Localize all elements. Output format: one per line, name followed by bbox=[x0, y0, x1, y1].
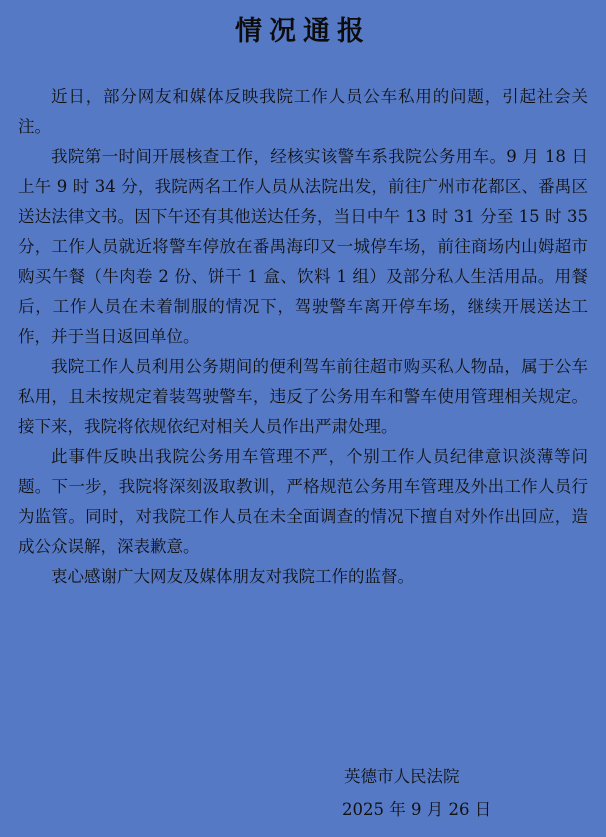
notice-body bbox=[18, 82, 588, 592]
notice-title: 情况通报 bbox=[235, 16, 371, 47]
signature-block bbox=[342, 760, 582, 826]
paragraph-violation: 我院工作人员利用公务期间的便利驾车前往超市购买私人物品，属于公车私用，且未按规定着装驾驶警车，违反了公务用车和警车使用管理相关规定。接下来，我院将依规依纪对相关人员作出严肃处理。 bbox=[18, 357, 588, 436]
signature-organization: 英德市人民法院 bbox=[344, 767, 460, 786]
paragraph-investigation: 我院第一时间开展核查工作，经核实该警车系我院公务用车。9 月 18 日上午 9 时 34 分，我院两名工作人员从法院出发，前往广州市花都区、番禺区送达法律文书。因下午还有其他送达任务，当日中午 13 时 31 分至 15 时 35 分，工作人员就近将警车停放在番禺海印又一城停车场，前往商场内山姆超市购买午餐（牛肉卷 2 份、饼干 1 盒、饮料 1 组）及部分私人生活用品。用餐后，工作人员在未着制服的情况下，驾驶警车离开停车场，继续开展送达工作，并于当日返回单位。 bbox=[18, 147, 588, 346]
paragraph-thanks: 衷心感谢广大网友及媒体朋友对我院工作的监督。 bbox=[51, 567, 414, 586]
signature-date: 2025 年 9 月 26 日 bbox=[342, 800, 492, 819]
paragraph-intro: 近日，部分网友和媒体反映我院工作人员公车私用的问题，引起社会关注。 bbox=[18, 87, 588, 136]
paragraph-reflection: 此事件反映出我院公务用车管理不严，个别工作人员纪律意识淡薄等问题。下一步，我院将深刻汲取教训，严格规范公务用车管理及外出工作人员行为监管。同时，对我院工作人员在未全面调查的情况下擅自对外作出回应，造成公众误解，深表歉意。 bbox=[18, 447, 588, 556]
